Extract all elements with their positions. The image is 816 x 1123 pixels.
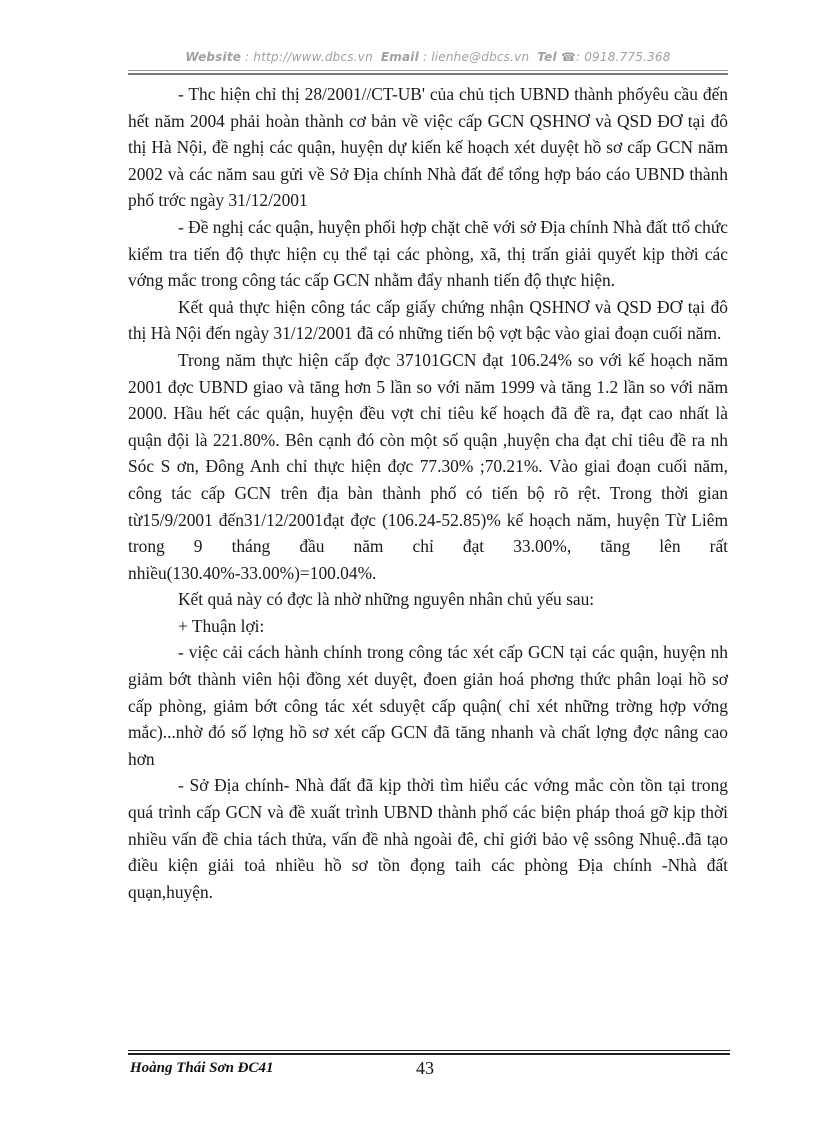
paragraph: + Thuận lợi:: [178, 615, 265, 636]
header-divider: [128, 70, 728, 71]
footer-divider: [128, 1050, 730, 1051]
footer-author: Hoàng Thái Sơn ĐC41: [130, 1060, 274, 1076]
paragraph: Kết quả này có đợc là nhờ những nguyên nhân chủ yếu sau:: [178, 589, 595, 610]
header-divider-thick: [128, 73, 728, 75]
paragraph: - Sở Địa chính- Nhà đất đã kịp thời tìm hiểu các vớng mắc còn tồn tại trong quá trình cấp GCN và đề xuất trình UBND thành phố các biện pháp thoá gỡ kịp thời nhiều vấn đề chia tách thửa, vấn đề nhà ngoài đê, chỉ giới bảo vệ ssông Nhuệ..đã tạo điều kiện giải toả nhiều hồ sơ tồn đọng taih các phòng Địa chính -Nhà đất quạn,huyện.: [128, 775, 728, 902]
tel-label: Tel: [537, 50, 557, 64]
tel-number: ☎: 0918.775.368: [560, 50, 671, 64]
email-label: Email: [380, 50, 419, 64]
paragraph: - việc cải cách hành chính trong công tác xét cấp GCN tại các quận, huyện nh giảm bớt thành viên hội đồng xét duyệt, đoen giản hoá phơng thức phân loại hồ sơ cấp phòng, giảm bớt công tác xét sduyệt cấp quận( chỉ xét những trờng hợp vớng mắc)...nhờ đó số lợng hồ sơ xét cấp GCN đã tăng nhanh và chất lợng đợc nâng cao hơn: [128, 642, 728, 769]
website-url[interactable]: : http://www.dbcs.vn: [245, 50, 373, 64]
document-body: [128, 81, 728, 905]
paragraph: - Thc hiện chỉ thị 28/2001//CT-UB' của chủ tịch UBND thành phốyêu cầu đến hết năm 2004 phải hoàn thành cơ bản về việc cấp GCN QSHNƠ và QSD ĐƠ tại đô thị Hà Nội, đề nghị các quận, huyện dự kiến kế hoạch xét duyệt hồ sơ cấp GCN năm 2002 và các năm sau gửi về Sở Địa chính Nhà đất để tổng hợp báo cáo UBND thành phố trớc ngày 31/12/2001: [128, 84, 728, 211]
page-number: 43: [416, 1058, 434, 1078]
website-header: [128, 50, 728, 64]
paragraph: Kết quả thực hiện công tác cấp giấy chứng nhận QSHNƠ và QSD ĐƠ tại đô thị Hà Nội đến ngày 31/12/2001 đã có những tiến bộ vợt bậc vào giai đoạn cuối năm.: [128, 296, 728, 344]
footer-divider-thick: [128, 1053, 730, 1055]
website-label: Website: [185, 50, 242, 64]
paragraph: Trong năm thực hiện cấp đợc 37101GCN đạt 106.24% so với kế hoạch năm 2001 đợc UBND giao và tăng hơn 5 lần so với năm 1999 và tăng 1.2 lần so với năm 2000. Hầu hết các quận, huyện đều vợt chỉ tiêu kế hoạch đã đề ra, đạt cao nhất là quận đội là 221.80%. Bên cạnh đó còn một số quận ,huyện cha đạt chỉ tiêu đề ra nh Sóc S ơn, Đông Anh chỉ thực hiện đợc 77.30% ;70.21%. Vào giai đoạn cuối năm, công tác cấp GCN trên địa bàn thành phố có tiến bộ rõ rệt. Trong thời gian từ15/9/2001 đến31/12/2001đạt đợc (106.24-52.85)% kế hoạch năm, huyện Từ Liêm trong 9 tháng đầu năm chỉ đạt 33.00%, tăng lên rất nhiều(130.40%-33.00%)=100.04%.: [128, 349, 728, 583]
paragraph: - Đề nghị các quận, huyện phối hợp chặt chẽ với sở Địa chính Nhà đất ttổ chức kiểm tra tiến độ thực hiện cụ thể tại các phòng, xã, thị trấn giải quyết kịp thời các vớng mắc trong công tác cấp GCN nhằm đẩy nhanh tiến độ thực hiện.: [128, 216, 728, 291]
email-address[interactable]: : lienhe@dbcs.vn: [422, 50, 530, 64]
